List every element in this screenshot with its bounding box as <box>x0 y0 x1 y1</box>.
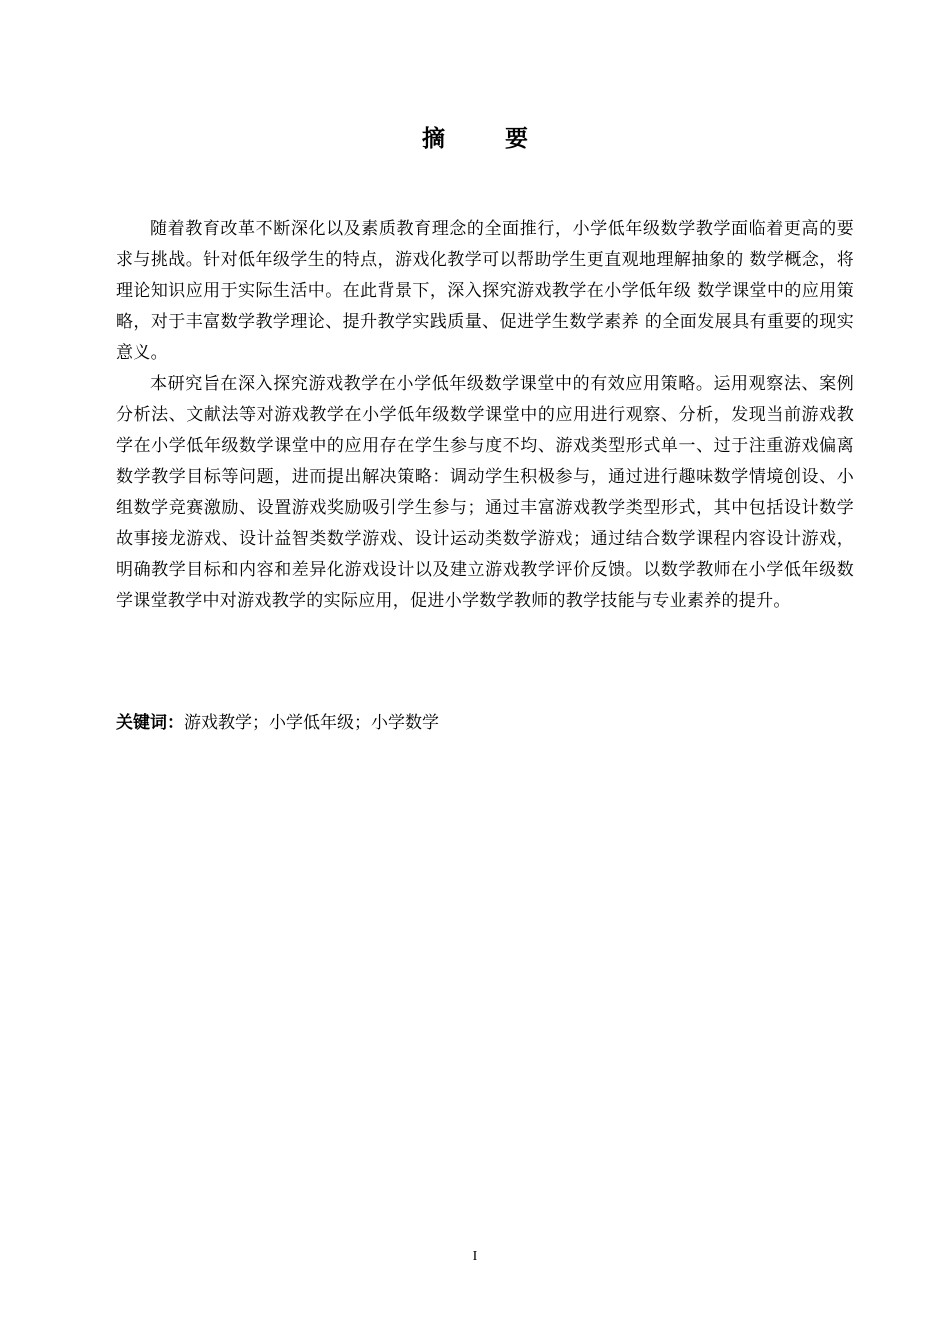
abstract-body <box>116 214 854 617</box>
abstract-paragraph-2: 本研究旨在深入探究游戏教学在小学低年级数学课堂中的有效应用策略。运用观察法、案例分析法、文献法等对游戏教学在小学低年级数学课堂中的应用进行观察、分析，发现当前游戏教学在小学低年级数学课堂中的应用存在学生参与度不均、游戏类型形式单一、过于注重游戏偏离数学教学目标等问题，进而提出解决策略：调动学生积极参与，通过进行趣味数学情境创设、小组数学竞赛激励、设置游戏奖励吸引学生参与；通过丰富游戏教学类型形式，其中包括设计数学故事接龙游戏、设计益智类数学游戏、设计运动类数学游戏；通过结合数学课程内容设计游戏，明确教学目标和内容和差异化游戏设计以及建立游戏教学评价反馈。以数学教师在小学低年级数学课堂教学中对游戏教学的实际应用，促进小学数学教师的教学技能与专业素养的提升。 <box>116 374 854 611</box>
page-title: 摘 要 <box>421 126 554 152</box>
keywords-label: 关键词： <box>116 713 184 733</box>
page-number: I <box>472 1249 478 1264</box>
abstract-paragraph-1: 随着教育改革不断深化以及素质教育理念的全面推行，小学低年级数学教学面临着更高的要求与挑战。针对低年级学生的特点，游戏化教学可以帮助学生更直观地理解抽象的 数学概念，将理论知识应用于实际生活中。在此背景下，深入探究游戏教学在小学低年级 数学课堂中的应用策略，对于丰富数学教学理论、提升教学实践质量、促进学生数学素养 的全面发展具有重要的现实意义。 <box>116 219 854 363</box>
keywords-line <box>116 708 854 739</box>
keywords-value: 游戏教学；小学低年级；小学数学 <box>184 713 439 733</box>
